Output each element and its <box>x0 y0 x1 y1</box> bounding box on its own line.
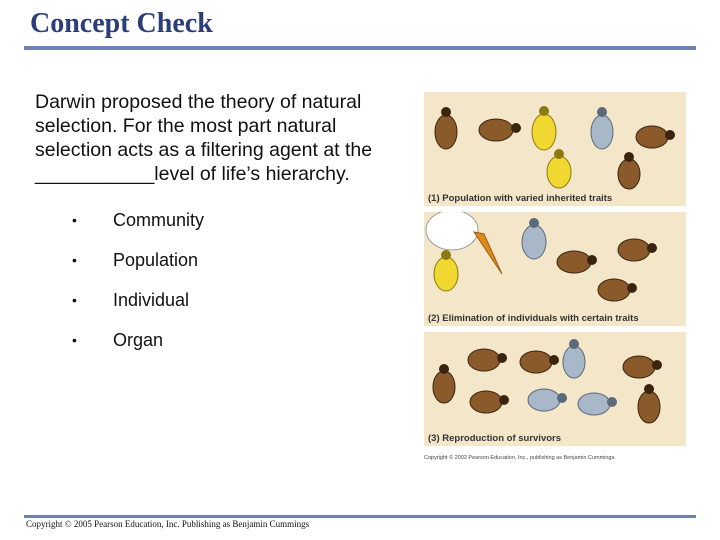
bullet: • <box>72 212 77 228</box>
beetle-icon <box>434 250 458 291</box>
beetle-icon <box>636 126 675 148</box>
beetle-icon <box>638 384 660 423</box>
beetle-icon <box>520 351 559 373</box>
bullet: • <box>72 292 77 308</box>
beetle-icon <box>623 356 662 378</box>
panel-caption: (3) Reproduction of survivors <box>428 433 562 444</box>
beetle-icon <box>522 218 546 259</box>
option-label: Organ <box>113 330 164 350</box>
bullet: • <box>72 252 77 268</box>
beetle-icon <box>468 349 507 371</box>
survivor-reproduction-illustration <box>424 332 686 446</box>
figure-panel-3 <box>424 332 686 446</box>
beetle-icon <box>618 152 640 189</box>
beetle-icon <box>557 251 597 273</box>
beetle-icon <box>532 106 556 150</box>
beetle-icon <box>618 239 657 261</box>
question-text: Darwin proposed the theory of natural selection. For the most part natural selection acts as a filtering agent at the ___________level of life’s hierarchy. <box>35 91 373 185</box>
panel-caption: (2) Elimination of individuals with certain traits <box>428 313 639 324</box>
beetle-icon <box>479 119 521 141</box>
beetle-population-illustration <box>424 92 686 206</box>
footer-divider <box>24 515 696 518</box>
option-label: Community <box>113 210 205 230</box>
slide-title: Concept Check <box>30 8 213 39</box>
bullet: • <box>72 332 77 348</box>
figure-credit: Copyright © 2002 Pearson Education, Inc., publishing as Benjamin Cummings. <box>424 455 616 461</box>
beetle-icon <box>470 391 509 413</box>
beetle-icon <box>578 393 617 415</box>
figure-panel-2 <box>424 212 686 326</box>
beetle-icon <box>528 389 567 411</box>
beetle-icon <box>563 339 585 378</box>
figure-panel-1 <box>424 92 686 206</box>
option-label: Population <box>113 250 199 270</box>
beetle-icon <box>547 149 571 188</box>
title-divider <box>24 46 696 50</box>
beetle-icon <box>598 279 637 301</box>
natural-selection-figure <box>424 92 686 452</box>
footer-copyright: Copyright © 2005 Pearson Education, Inc. Publishing as Benjamin Cummings <box>26 519 310 529</box>
panel-caption: (1) Population with varied inherited traits <box>428 193 613 204</box>
bird-predation-illustration <box>424 212 686 326</box>
beetle-icon <box>433 364 455 403</box>
option-label: Individual <box>113 290 190 310</box>
beetle-icon <box>435 107 457 149</box>
beetle-icon <box>591 107 613 149</box>
